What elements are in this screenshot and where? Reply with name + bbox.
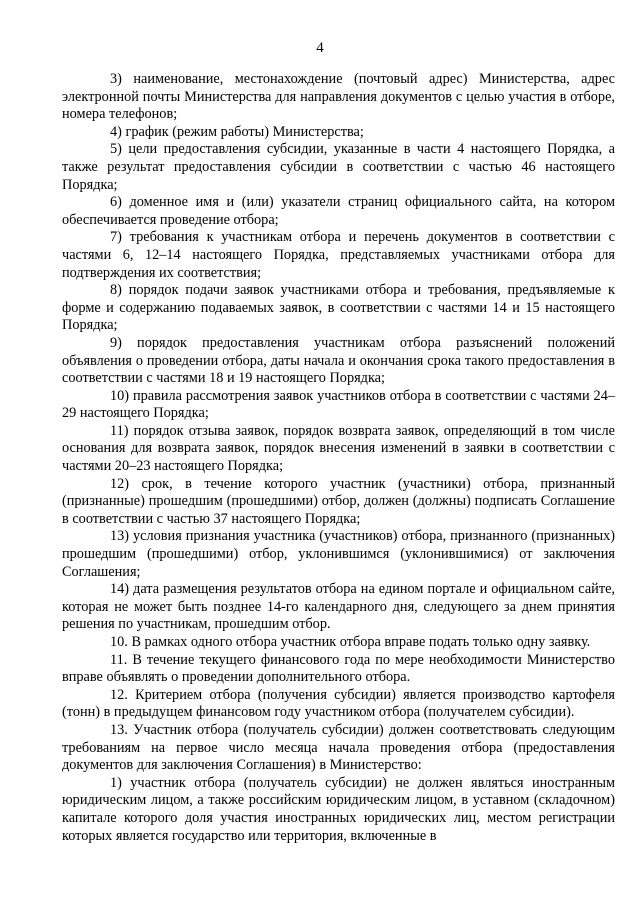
paragraph: 11. В течение текущего финансового года по мере необходимости Министерство вправе объявлять о проведении дополнительного отбора. [62,651,615,686]
paragraph: 3) наименование, местонахождение (почтовый адрес) Министерства, адрес электронной почты Министерства для направления документов с целью участия в отборе, номера телефонов; [62,71,615,123]
paragraph: 4) график (режим работы) Министерства; [110,123,364,140]
paragraph: 10. В рамках одного отбора участник отбора вправе подать только одну заявку. [110,634,591,650]
paragraph: 1) участник отбора (получатель субсидии) не должен являться иностранным юридическим лицом, а также российским юридическим лицом, в уставном (складочном) капитале которого доля участия иностранных юридических лиц, местом регистрации которых является государство или территория, включенные в [62,774,615,844]
paragraph: 10) правила рассмотрения заявок участников отбора в соответствии с частями 24–29 настоящего Порядка; [62,387,615,422]
paragraph: 11) порядок отзыва заявок, порядок возврата заявок, определяющий в том числе основания для возврата заявок, порядок внесения изменений в заявки в соответствии с частями 20–23 настоящего Порядка; [62,422,615,475]
document-body [62,71,615,845]
paragraph: 12. Критерием отбора (получения субсидии) является производство картофеля (тонн) в предыдущем финансовом году участником отбора (получателем субсидии). [62,686,615,721]
paragraph: 8) порядок подачи заявок участниками отбора и требования, предъявляемые к форме и содержанию подаваемых заявок, в соответствии с частями 14 и 15 настоящего Порядка; [62,282,615,334]
paragraph: 5) цели предоставления субсидии, указанные в части 4 настоящего Порядка, а также результат предоставления субсидии в соответствии с частью 46 настоящего Порядка; [62,141,615,193]
paragraph: 13) условия признания участника (участников) отбора, признанного (признанных) прошедшим (прошедшими) отбор, уклонившимся (уклонившимися) от заключения Соглашения; [62,528,615,580]
paragraph: 6) доменное имя и (или) указатели страниц официального сайта, на котором обеспечивается проведение отбора; [62,194,615,228]
paragraph: 13. Участник отбора (получатель субсидии) должен соответствовать следующим требованиям на первое число месяца начала проведения отбора (предоставления документов для заключения Соглашения) в Министерство: [62,721,615,774]
paragraph: 7) требования к участникам отбора и перечень документов в соответствии с частями 6, 12–14 настоящего Порядка, представляемых участниками отбора для подтверждения их соответствия; [62,229,615,281]
paragraph: 9) порядок предоставления участникам отбора разъяснений положений объявления о проведении отбора, даты начала и окончания срока такого предоставления в соответствии с частями 18 и 19 настоящего Порядка; [62,334,615,387]
page-number: 4 [316,40,324,56]
paragraph: 12) срок, в течение которого участник (участники) отбора, признанный (признанные) прошедшим (прошедшими) отбор, должен (должны) подписать Соглашение в соответствии с частью 37 настоящего Порядка; [62,475,615,527]
paragraph: 14) дата размещения результатов отбора на едином портале и официальном сайте, которая не может быть позднее 14-го календарного дня, следующего за днем принятия решения по участникам, прошедшим отбор. [62,581,615,633]
